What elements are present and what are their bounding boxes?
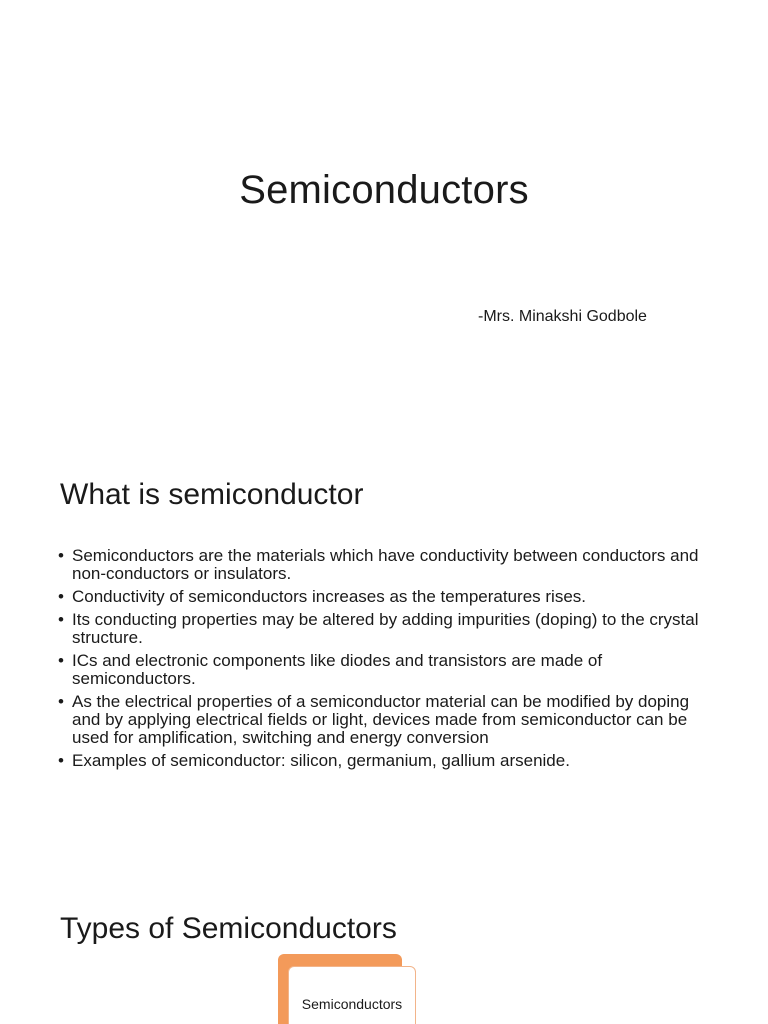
- bullet-text: ICs and electronic components like diodes and transistors are made of semiconductors.: [72, 651, 603, 688]
- bullet-item: [58, 611, 718, 647]
- bullet-item: [58, 693, 718, 747]
- bullet-icon: •: [58, 546, 64, 565]
- title-slide: [0, 0, 768, 432]
- slide-heading: What is semiconductor: [60, 478, 364, 511]
- bullet-icon: •: [58, 651, 64, 670]
- bullet-text: Its conducting properties may be altered by adding impurities (doping) to the crystal structure.: [72, 610, 699, 647]
- bullet-icon: •: [58, 610, 64, 629]
- slide-heading: Types of Semiconductors: [60, 912, 397, 945]
- bullet-icon: •: [58, 692, 64, 711]
- bullet-text: Conductivity of semiconductors increases as the temperatures rises.: [72, 587, 587, 606]
- bullet-text: Semiconductors are the materials which have conductivity between conductors and non-conductors or insulators.: [72, 546, 699, 583]
- bullet-text: Examples of semiconductor: silicon, germanium, gallium arsenide.: [72, 751, 570, 770]
- author-name: -Mrs. Minakshi Godbole: [478, 308, 647, 325]
- types-slide: [0, 864, 768, 1024]
- slide-title: Semiconductors: [239, 168, 529, 212]
- bullet-item: [58, 752, 718, 770]
- bullet-text: As the electrical properties of a semiconductor material can be modified by doping and by applying electrical fields or light, devices made from semiconductor can be used for amplification, switching and energy conversion: [72, 692, 690, 747]
- bullet-item: [58, 588, 718, 606]
- bullet-icon: •: [58, 587, 64, 606]
- diagram-root-label: Semiconductors: [301, 996, 403, 1012]
- definition-slide: [0, 432, 768, 864]
- bullet-icon: •: [58, 751, 64, 770]
- bullet-item: [58, 547, 718, 583]
- diagram-root-node: [288, 966, 416, 1024]
- bullet-item: [58, 652, 718, 688]
- bullet-list: [58, 547, 718, 775]
